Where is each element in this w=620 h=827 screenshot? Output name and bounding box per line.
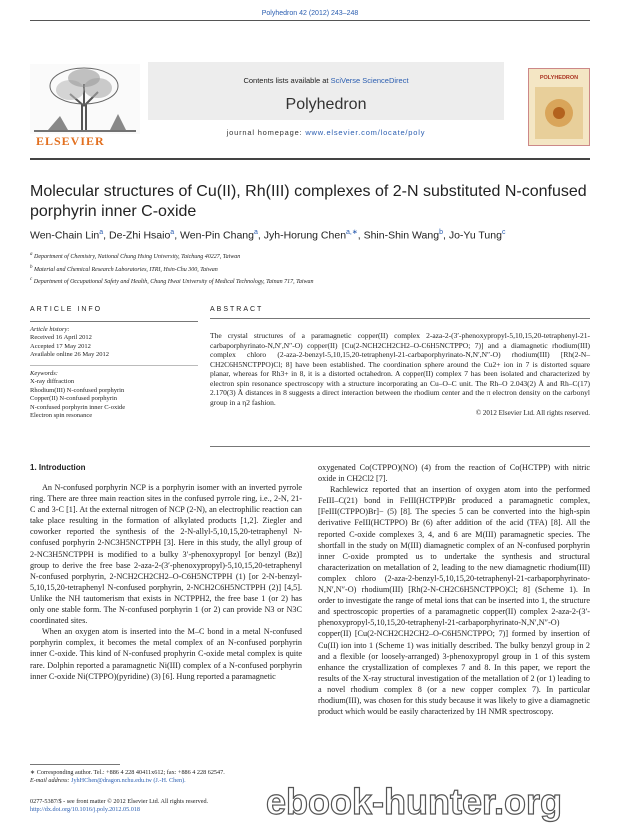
sciencedirect-link[interactable]: SciVerse ScienceDirect	[330, 76, 409, 85]
affiliation-text: Material and Chemical Research Laboratories, ITRI, Hsin-Chu 300, Taiwan	[32, 266, 218, 273]
journal-cover-thumbnail	[528, 68, 590, 146]
cover-art-icon	[535, 87, 583, 139]
doi-link[interactable]: http://dx.doi.org/10.1016/j.poly.2012.05.018	[30, 806, 141, 813]
author-name: Jyh-Horung Chen	[263, 229, 347, 242]
intro-paragraph: When an oxygen atom is inserted into the M–C bond in a metal N-confused porphyrin complex, it becomes the metal complex of an N-confused porphyrin inner C-oxide. This kind of N-confused prophyrin C-oxide metal complex is quite rare. Dolphin reported a paramagnetic Ni(III) complex of a N-confused porphyrin inner C-oxide Ni(CTPPO)(pyridine) (3) [6]. Hung reported a paramagnetic	[30, 627, 302, 681]
affiliation-text: Department of Chemistry, National Chung Hsing University, Taichung 40227, Taiwan	[32, 254, 241, 260]
contents-prefix: Contents lists available at	[243, 76, 331, 85]
affiliation-marker: a	[30, 252, 33, 257]
contents-availability	[148, 76, 504, 85]
body-column-right	[318, 462, 590, 717]
body-column-left	[30, 482, 302, 682]
affiliation-marker: b	[30, 264, 33, 270]
affiliation-list	[30, 250, 590, 288]
introduction-heading: 1. Introduction	[30, 463, 86, 472]
issn-line: 0277-5387/$ - see front matter © 2012 Elsevier Ltd. All rights reserved.	[30, 798, 209, 805]
accepted-date: Accepted 17 May 2012	[30, 342, 91, 350]
affiliation-text: Department of Occupational Safety and Health, Chung Hwai University of Medical Technology, Tainan 717, Taiwan	[32, 279, 314, 285]
author-affiliation-marker[interactable]: b	[439, 229, 443, 236]
author-affiliation-marker[interactable]: a	[170, 229, 175, 236]
author-name: Wen-Chain Lin	[30, 229, 100, 242]
author-name: Wen-Pin Chang	[180, 229, 254, 242]
online-date: Available online 26 May 2012	[30, 351, 109, 358]
article-info	[30, 306, 198, 421]
affiliation-marker: c	[30, 277, 33, 282]
watermark	[208, 780, 620, 826]
homepage-link[interactable]: www.elsevier.com/locate/poly	[305, 128, 426, 137]
abstract-bottom-rule	[210, 446, 590, 447]
abstract-heading: ABSTRACT	[210, 306, 264, 313]
author-name: De-Zhi Hsaio	[109, 229, 171, 242]
history-label: Article history:	[30, 325, 70, 333]
elsevier-tree-logo	[30, 64, 140, 144]
cover-title: POLYHEDRON	[539, 75, 579, 81]
author-affiliation-marker[interactable]: c	[501, 229, 506, 236]
author-list: Wen-Chain Lin$^a$, De-Zhi Hsaio$^a$, Wen-Pin Chang$^a$, Jyh-Horung Chen$^{a,∗}$, Shin-Shin Wang$^b$, Jo-Yu Tung$^c$	[30, 229, 506, 242]
keywords-label: Keywords:	[30, 369, 58, 377]
affiliation	[30, 275, 590, 288]
header-bottom-rule	[30, 158, 590, 160]
watermark-text: ebook-hunter.org	[266, 781, 562, 822]
publisher-name: ELSEVIER	[36, 134, 105, 148]
journal-homepage	[148, 128, 504, 137]
abstract-text: The crystal structures of a paramagnetic copper(II) complex 2-aza-2-(3′-phenoxypropyl-5,10,15,20-tetraphenyl-21-carbaporphyrinato-N,N′,N″-O) copper(II) [Cu(2-NCH2CH2CH2–O-C6H5NCTPPO; 7)] and a diamagnetic rhodium(III) complex chloro (2-aza-2-benzyl-5,10,15,20-tetraphenyl-21-carbaporphyrinato-N,N′,N″-O) rhodium(III) [Rh(2-N–CH2C6H5NCTPPO)Cl; 8] have been established. The coordination sphere around the Cu2+ ion in 7 is distorted square planar, whereas for Rh3+ in 8, it is a distorted octahedron. A copper(II) complex 7 has been isolated and characterized by electron spin resonance spectroscopy with a structure incorporating an Cu–O–C unit. The Rh–O 2.043(2) Å and Rh–C(17) 2.170(3) Å distances in 8 suggests a direct interaction between the rhodium center and the π electron density on the carbonyl group in a η2 fashion.	[210, 331, 590, 407]
keyword-3: N-confused porphyrin inner C-oxide	[30, 403, 126, 411]
keywords-rule	[30, 365, 198, 366]
keyword-4: Electron spin resonance	[30, 412, 93, 419]
affiliation	[30, 250, 590, 263]
corresponding-author-note: ∗ Corresponding author. Tel.: +886 4 228 40411x612; fax: +886 4 228 62547.	[30, 769, 225, 776]
journal-reference[interactable]: Polyhedron 42 (2012) 243–248	[261, 10, 359, 17]
author-affiliation-marker[interactable]: a	[99, 229, 104, 236]
intro-paragraph: An N-confused porphyrin NCP is a porphyrin isomer with an inverted pyrrole ring. There are three main reaction sites in the confused pyrrole ring, i.e., 2-N, 21-C and 3-C [1]. At the external nitrogen of NCP (2-N), an electrophilic reaction can take place resulting in the formation of alkylated products [1,2]. Ziegler and coworker reported the synthesis of the 2-N-allyl-5,10,15,20-tetraphenyl N-confused porphyrin 2-NC3H5NCTPPH [3]. Here in this study, the allyl group of 2-NC3H5NCTPPH is modified to a bulky 3′-phenoxypropyl [or benzyl (Bz)] group to derive the free base 2-aza-2-(3′-phenoxypropyl)-5,10,15,20-tetraphenyl N-confused porphyrin, 2-NCH2CH2CH2–O-C6H5NCTPPH (1) [or 2-N-benzyl-5,10,15,20-tetraphenyl N-confused porphyrin, 2-NCH2C6H5NCTPPH (2)] [4,5]. Unlike the NH tautomerism that exists in NCTPPH2, the free base 1 (or 2) has only one stable form. The N-confused porphyrin 1 (or 2) can provide N3 or N3C coordinated sites.	[30, 483, 302, 626]
abstract-rule	[210, 318, 590, 319]
author-affiliation-marker[interactable]: a,∗	[346, 229, 358, 236]
footnote-rule	[30, 764, 120, 765]
article-info-rule	[30, 321, 198, 322]
affiliation	[30, 263, 590, 276]
email-label: E-mail address:	[30, 777, 72, 784]
author-name: Jo-Yu Tung	[448, 229, 502, 242]
intro-paragraph: Rachlewicz reported that an insertion of oxygen atom into the performed FeIII–C(21) bond in FeIII(HCTPP)Br produced a paramagnetic complex, [FeIII(CTPPO)Br]− (5) [8]. The species 5 can be converted into the high-spin derivative FeIII(HCTPPO) Br (6) after addition of the acid (TFA) [8]. All the reported C-oxide complexes 3, 4, and 6 are M(III) paramagnetic species. The shortfall in the study on M(III) diamagnetic complex of an N-confused porphyrin inner C-oxide prompted us to undertake the synthesis and structural characterization on metallation of 2, leading to the new diamagnetic rhodium(III) complex chloro (2-aza-2-benzyl-5,10,15,20-tetraphenyl-21-carbaporphyrinato-N,N′,N″-O) rhodium(III) [Rh(2-N-CH2C6H5NCTPPO)Cl; 8] (Scheme 1). In order to investigate the range of metal ions that can be inserted into 1, the structure and spectroscopic properties of a paramagnetic copper(II) complex 2-aza-2-(3′-phenoxypropyl-5,10,15,20-tetraphenyl-21-carbaporphyrinato-N,N′,N″-O) copper(II) [Cu(2-NCH2CH2CH2–O-C6H5NCTPPO; 7)] formed by insertion of Cu(II) ion into 1 (Scheme 1) was initially described. The bulky benzyl group in 2 and a flexible (or loosely-arranged) 3-phenoxypropyl group in 1 of this system enhance the crystallization of complexes 7 and 8. In this paper, we report the results of the X-ray structural investigation of the metallation of 2 (or 1) leading to a novel rhodium complex 8 (or a new copper complex 7). In particular rhodium(III), was chosen for this study because it was likely to give a diamagnetic product which would be easily characterized by 1H NMR spectroscopy.	[318, 485, 590, 717]
author-name: Shin-Shin Wang	[363, 229, 440, 242]
article-info-heading: ARTICLE INFO	[30, 306, 103, 313]
homepage-prefix: journal homepage:	[226, 128, 306, 137]
keyword-2: Copper(II) N-confused porphyrin	[30, 395, 118, 402]
keyword-0: X-ray diffraction	[30, 378, 75, 385]
received-date: Received 16 April 2012	[30, 334, 92, 341]
intro-paragraph: oxygenated Co(CTPPO)(NO) (4) from the reaction of Co(HCTPP) with nitric oxide in CH2Cl2 [7].	[318, 463, 590, 484]
abstract-copyright: © 2012 Elsevier Ltd. All rights reserved.	[475, 409, 590, 417]
header-top-rule	[30, 20, 590, 21]
journal-name: Polyhedron	[285, 96, 367, 113]
email-link[interactable]: JyhHChen@dragon.nchu.edu.tw (J.-H. Chen).	[71, 777, 186, 784]
abstract	[210, 306, 590, 417]
article-title: Molecular structures of Cu(II), Rh(III) complexes of 2-N substituted N-confused porphyrin inner C-oxide	[30, 183, 587, 220]
author-affiliation-marker[interactable]: a	[253, 229, 258, 236]
keyword-1: Rhodium(III) N-confused porphyrin	[30, 386, 125, 394]
